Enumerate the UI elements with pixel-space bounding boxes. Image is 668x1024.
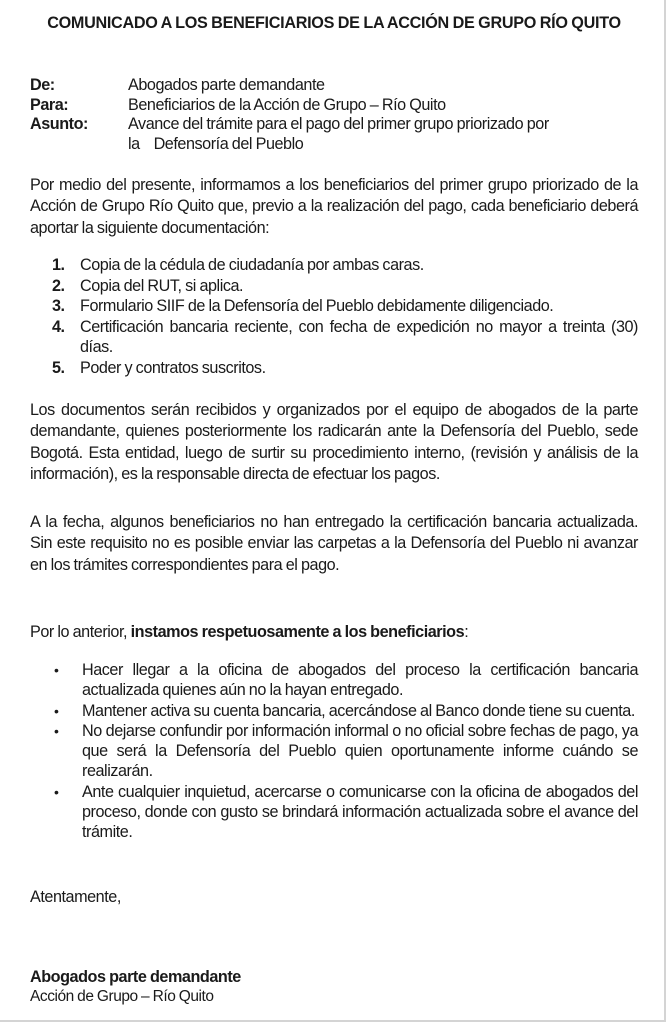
recommendation-item: [52, 701, 638, 721]
signature-name: Abogados parte demandante: [30, 968, 241, 986]
pending-paragraph: A la fecha, algunos beneficiarios no han entregado la certificación bancaria actualizada. Sin este requisito no es posible enviar las carpetas a la Defensoría del Pueblo ni avanzar en los trámites correspondientes para el pago.: [30, 513, 638, 574]
subject-label: Asunto:: [30, 115, 88, 133]
memo-header: [30, 76, 640, 154]
recommendation-item: [52, 782, 638, 843]
request-bold: instamos respetuosamente a los beneficiarios: [130, 623, 465, 641]
requirement-item: [52, 296, 638, 317]
to-label: Para:: [30, 95, 69, 114]
subject-line-2b: Defensoría del Pueblo: [153, 134, 304, 153]
header-row-from: [30, 76, 640, 96]
recommendation-item: [52, 660, 638, 701]
requirement-item: [52, 358, 638, 379]
recommendation-item: [52, 721, 638, 782]
bullet-icon: •: [54, 662, 59, 678]
item-text: Hacer llegar a la oficina de abogados del proceso la certificación bancaria actualizada quienes aún no la hayan entregado.: [82, 661, 638, 700]
item-number: 4.: [52, 317, 65, 336]
requirement-item: [52, 255, 638, 276]
intro-paragraph: Por medio del presente, informamos a los beneficiarios del primer grupo priorizado de la Acción de Grupo Río Quito que, previo a la realización del pago, cada beneficiario deberá aportar la siguiente documentación:: [30, 176, 638, 237]
header-row-to: [30, 96, 640, 116]
bullet-icon: •: [54, 783, 59, 800]
item-text: Certificación bancaria reciente, con fecha de expedición no mayor a treinta (30) días.: [80, 317, 638, 356]
item-text: Copia del RUT, si aplica.: [80, 276, 244, 295]
closing-salutation: Atentamente,: [30, 888, 121, 906]
item-text: Mantener activa su cuenta bancaria, acercándose al Banco donde tiene su cuenta.: [82, 701, 635, 720]
subject-line-1: Avance del trámite para el pago del primer grupo priorizado por: [128, 115, 549, 133]
subject-value: [128, 115, 640, 154]
requirement-item: [52, 276, 638, 297]
header-row-subject: [30, 115, 640, 154]
item-number: 1.: [52, 256, 65, 274]
request-prefix: Por lo anterior,: [30, 623, 131, 641]
item-text: Formulario SIIF de la Defensoría del Pueblo debidamente diligenciado.: [80, 297, 554, 315]
signature-organization: Acción de Grupo – Río Quito: [30, 988, 214, 1005]
bullet-icon: •: [54, 722, 59, 739]
subject-line-2a: la: [128, 134, 140, 153]
requirement-item: [52, 317, 638, 358]
request-paragraph: [30, 622, 638, 643]
item-number: 5.: [52, 358, 65, 377]
item-text: Poder y contratos suscritos.: [80, 358, 266, 377]
request-suffix: :: [464, 623, 469, 641]
item-text: Ante cualquier inquietud, acercarse o comunicarse con la oficina de abogados del proceso, donde con gusto se brindará información actualizada sobre el avance del trámite.: [82, 782, 638, 842]
item-number: 3.: [52, 297, 65, 315]
bullet-icon: •: [54, 702, 59, 719]
item-number: 2.: [52, 276, 65, 295]
from-label: De:: [30, 76, 55, 94]
requirements-list: [52, 255, 638, 378]
to-value: Beneficiarios de la Acción de Grupo – Río Quito: [128, 95, 446, 114]
document-title: COMUNICADO A LOS BENEFICIARIOS DE LA ACCIÓN DE GRUPO RÍO QUITO: [47, 14, 621, 32]
documents-paragraph: Los documentos serán recibidos y organizados por el equipo de abogados de la parte demandante, quienes posteriormente los radicarán ante la Defensoría del Pueblo, sede Bogotá. Esta entidad, luego de surtir su procedimiento interno, (revisión y análisis de la información), es la responsable directa de efectuar los pagos.: [30, 401, 638, 483]
item-text: No dejarse confundir por información informal o no oficial sobre fechas de pago, ya que será la Defensoría del Pueblo quien oportunamente informe cuándo se realizarán.: [82, 721, 638, 781]
from-value: Abogados parte demandante: [128, 76, 325, 94]
recommendations-list: [52, 660, 638, 843]
item-text: Copia de la cédula de ciudadanía por ambas caras.: [80, 256, 424, 274]
